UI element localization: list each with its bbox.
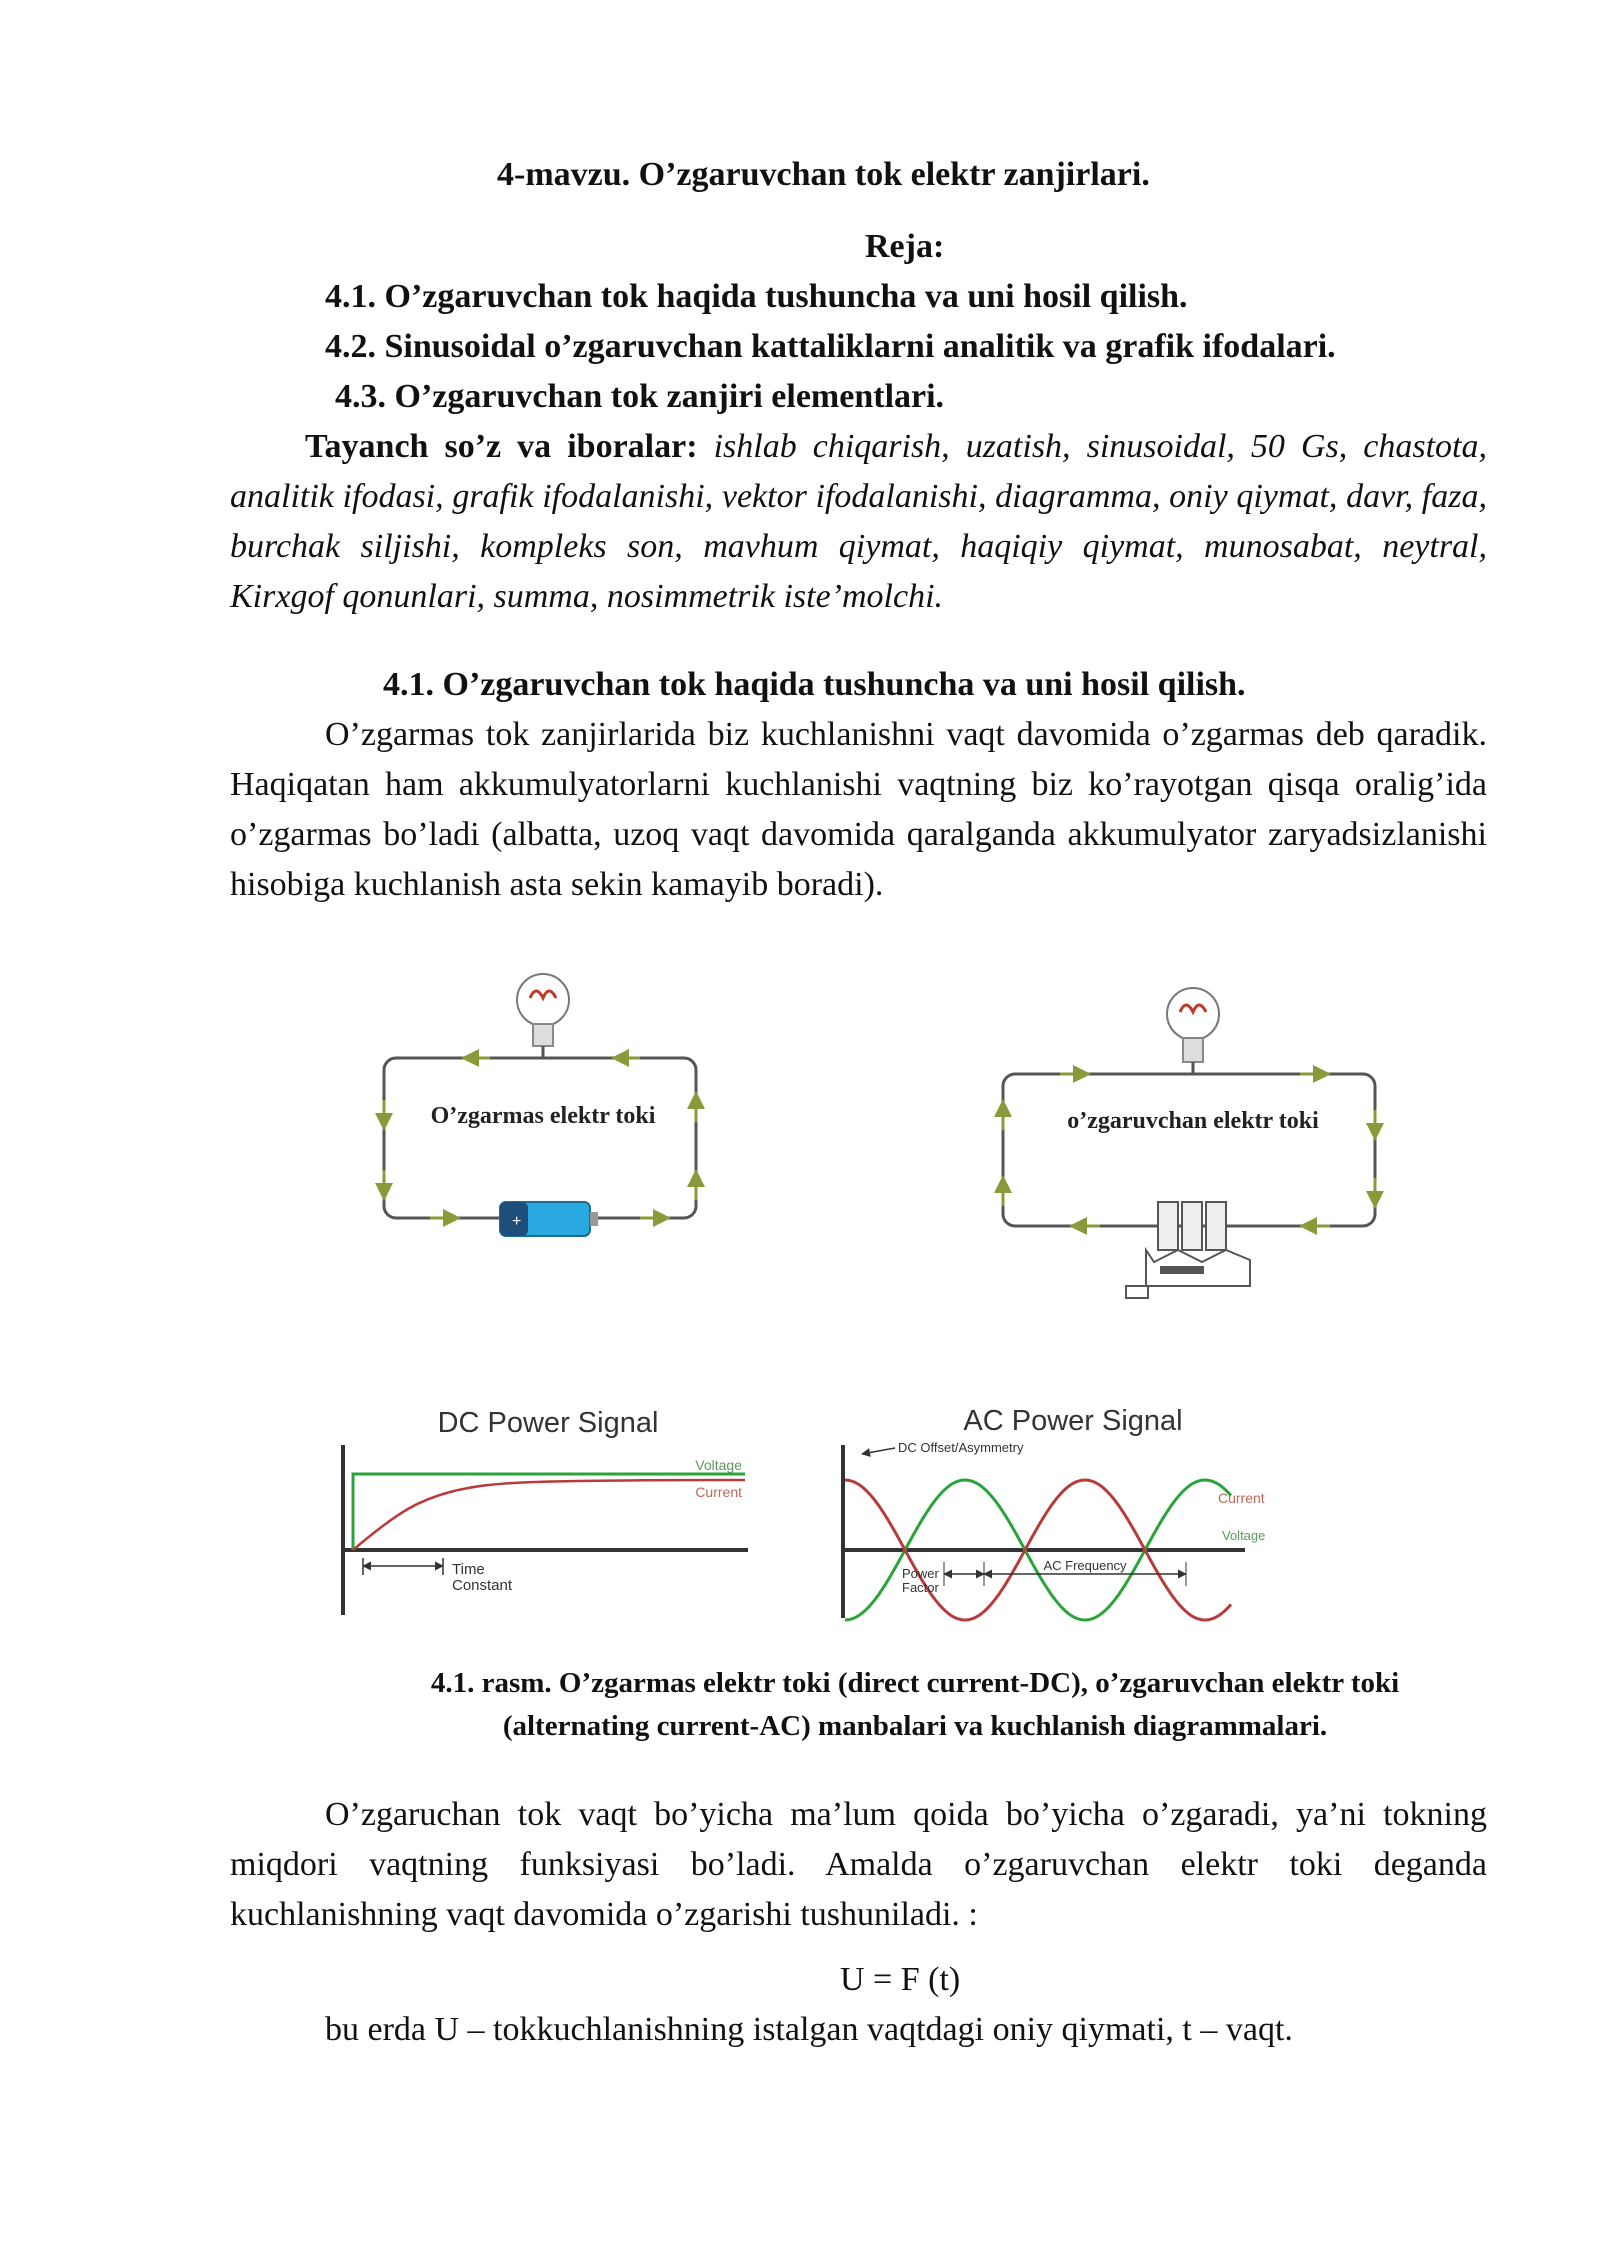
keywords-paragraph [230,422,1487,622]
ac-factor-label: Factor [902,1580,939,1595]
page-title: 4-mavzu. O’zgaruvchan tok elektr zanjirlari. [497,156,1150,193]
dc-chart-title: DC Power Signal [437,1407,659,1439]
ac-circuit [1003,988,1375,1298]
dc-current-legend: Current [695,1484,742,1500]
plan-item-3: 4.3. O’zgaruvchan tok zanjiri elementlari. [335,378,945,415]
battery-icon [500,1202,598,1236]
ac-power-label: Power [902,1566,939,1581]
lightbulb-icon [1167,988,1219,1074]
power-plant-icon [1126,1202,1250,1298]
svg-text:+: + [512,1213,522,1230]
plan-item-1: 4.1. O’zgaruvchan tok haqida tushuncha va uni hosil qilish. [325,278,1188,315]
dc-circuit [384,974,696,1236]
figure-caption-line-2: (alternating current-AC) manbalari va kuchlanish diagrammalari. [502,1710,1328,1742]
dc-voltage-legend: Voltage [695,1457,742,1473]
ac-voltage-legend: Voltage [1222,1528,1266,1543]
figure-4-1 [0,950,1600,1650]
dc-time-label: Time [452,1561,485,1578]
formula-explanation: bu erda U – tokkuchlanishning istalgan vaqtdagi oniy qiymati, t – vaqt. [325,2011,1293,2048]
ac-circuit-label: o’zgaruvchan elektr toki [1067,1108,1319,1134]
ac-current-legend: Current [1218,1490,1265,1506]
lightbulb-icon [517,974,569,1058]
ac-offset-label: DC Offset/Asymmetry [898,1440,1024,1455]
dc-current-line [353,1480,745,1550]
figure-caption-line-1: 4.1. rasm. O’zgarmas elektr toki (direct current-DC), o’zgaruvchan elektr toki [430,1667,1400,1699]
plan-heading: Reja: [865,228,945,265]
dc-power-chart [343,1407,748,1615]
keywords-label: Tayanch so’z va iboralar: [305,428,698,465]
keywords-text: ishlab chiqarish, uzatish, sinusoidal, 50 Gs, chastota, analitik ifodasi, grafik ifodalanishi, vektor ifodalanishi, diagramma, oniy qiymat, davr, faza, burchak siljishi, kompleks son, mavhum qiymat, haqiqiy qiymat, munosabat, neytral, Kirxgof qonunlari, summa, nosimmetrik iste’molchi. [230,428,1487,615]
ac-power-chart [843,1405,1265,1620]
ac-frequency-label: AC Frequency [1043,1558,1127,1573]
ac-chart-title: AC Power Signal [963,1405,1183,1437]
section-paragraph: O’zgarmas tok zanjirlarida biz kuchlanishni vaqt davomida o’zgarmas deb qaradik. Haqiqatan ham akkumulyatorlarni kuchlanishi vaqtning biz ko’rayotgan qisqa oralig’ida o’zgarmas bo’ladi (albatta, uzoq vaqt davomida qaralganda akkumulyator zaryadsizlanishi hisobiga kuchlanish asta sekin kamayib boradi). [230,716,1487,903]
section-heading: 4.1. O’zgaruvchan tok haqida tushuncha va uni hosil qilish. [383,666,1246,703]
dc-voltage-line [353,1474,745,1550]
section2-paragraph: O’zgaruchan tok vaqt bo’yicha ma’lum qoida bo’yicha o’zgaradi, ya’ni tokning miqdori vaqtning funksiyasi bo’ladi. Amalda o’zgaruvchan elektr toki deganda kuchlanishning vaqt davomida o’zgarishi tushuniladi. : [230,1796,1487,1933]
plan-item-2: 4.2. Sinusoidal o’zgaruvchan kattaliklarni analitik va grafik ifodalari. [325,328,1336,365]
dc-constant-label: Constant [452,1577,513,1594]
formula: U = F (t) [840,1961,961,1998]
dc-circuit-label: O’zgarmas elektr toki [430,1103,656,1129]
